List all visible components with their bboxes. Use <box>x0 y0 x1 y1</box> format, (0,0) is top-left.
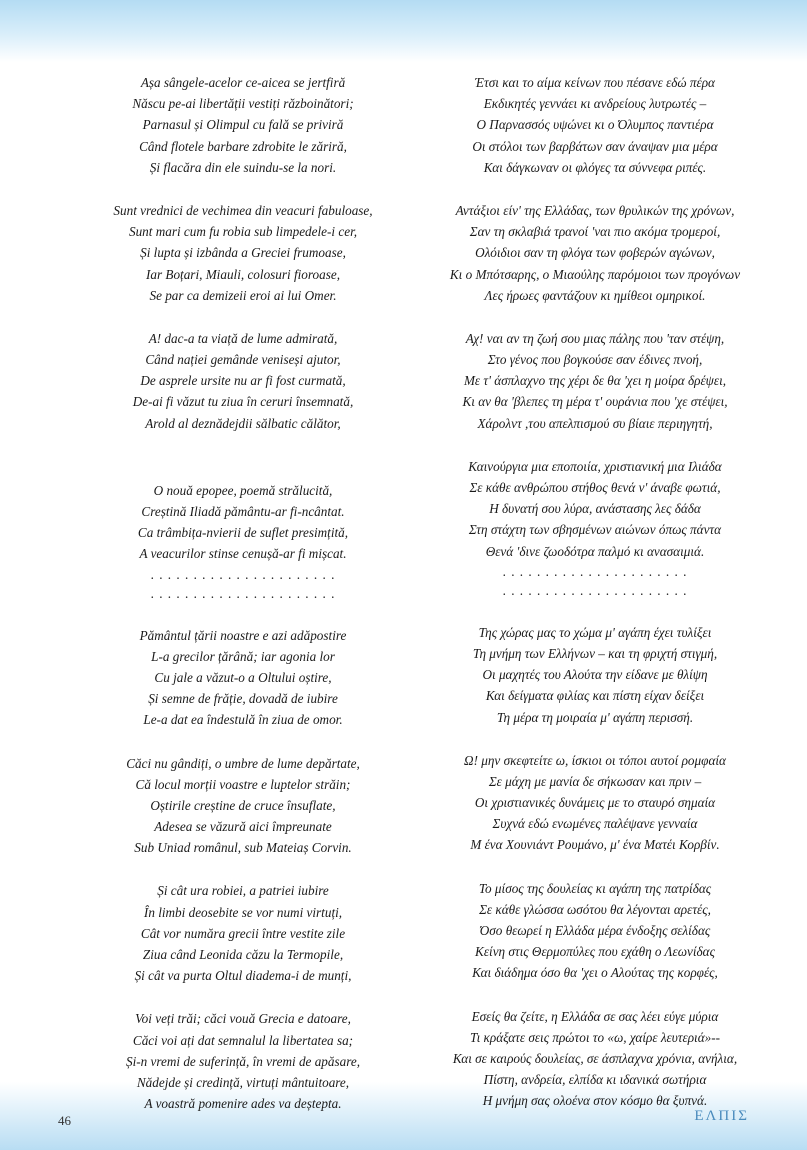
verse-line: Și flacăra din ele suindu-se la nori. <box>149 159 337 175</box>
verse-line: Le-a dat ea îndestulă în ziua de omor. <box>143 712 343 728</box>
verse-line: Και δείγματα φιλίας και πίστη είχαν δείξει <box>485 688 705 704</box>
verse-line: Εσείς θα ζείτε, η Ελλάδα σε σας λέει εύγε μύρια <box>471 1008 719 1024</box>
verse-line: Οι χριστιανικές δυνάμεις με το σταυρό σημαία <box>474 795 716 811</box>
stanza <box>58 1008 428 1114</box>
ellipsis-block <box>58 565 428 603</box>
ellipsis-line: . . . . . . . . . . . . . . . . . . . . . . <box>502 582 688 598</box>
stanza <box>410 72 780 178</box>
verse-line: Με τ' άσπλαχνο της χέρι δε θα 'χει η μοίρα δρέψει, <box>463 373 727 389</box>
stanza <box>58 753 428 859</box>
stanza <box>58 625 428 731</box>
verse-line: Arold al deznădejdii sălbatic călător, <box>145 415 341 431</box>
verse-line: Adesea se văzură aici împreunate <box>154 819 332 835</box>
verse-line: Και δάγκωναν οι φλόγες τα σύννεφα ριπές. <box>483 159 707 175</box>
verse-line: Când flotele barbare zdrobite le zăriră, <box>139 138 347 154</box>
verse-line: Κι αν θα 'βλεπες τη μέρα τ' ουράνια που 'χε στέψει, <box>462 394 728 410</box>
verse-line: Și cât ura robiei, a patriei iubire <box>157 883 329 899</box>
journal-title: ΕΛΠΙΣ <box>694 1108 749 1124</box>
verse-line: Căci voi ați dat semnalul la libertatea sa; <box>132 1032 354 1048</box>
verse-line: Τη μέρα τη μοιραία μ' αγάπη περισσή. <box>496 709 694 725</box>
verse-line: Το μίσος της δουλείας κι αγάπη της πατρίδας <box>478 880 712 896</box>
verse-line: Όσο θεωρεί η Ελλάδα μέρα ένδοξης σελίδας <box>479 923 711 938</box>
stanza <box>410 328 780 434</box>
verse-line: Și semne de frăție, dovadă de iubire <box>148 691 338 707</box>
verse-line: Τι κράξατε σεις πρώτοι το «ω, χαίρε λευτεριά»-- <box>469 1029 720 1045</box>
verse-line: O nouă epopee, poemă strălucită, <box>153 482 333 498</box>
romanian-poem-column <box>58 72 428 1136</box>
verse-line: Έτσι και το αίμα κείνων που πέσανε εδώ πέρα <box>475 75 715 90</box>
stanza-gap <box>58 456 428 480</box>
verse-line: Εκδικητές γεννάει κι ανδρείους λυτρωτές – <box>483 96 707 112</box>
verse-line: Η μνήμη σας ολοένα στον κόσμο θα ξυπνά. <box>482 1093 708 1109</box>
stanza <box>58 880 428 986</box>
verse-line: Σε κάθε ανθρώπου στήθος θενά ν' άναβε φωτιά, <box>469 480 721 495</box>
verse-line: Κι ο Μπότσαρης, ο Μιαούλης παρόμοιοι των προγόνων <box>449 266 741 282</box>
ellipsis-block <box>410 562 780 600</box>
verse-line: Și cât va purta Oltul diadema-i de munți, <box>134 968 352 984</box>
top-gradient-band <box>0 0 807 62</box>
verse-line: A voastră pomenire ades va deștepta. <box>144 1096 342 1112</box>
stanza <box>410 456 780 562</box>
stanza <box>58 72 428 178</box>
verse-line: A veacurilor stinse cenușă-ar fi mișcat. <box>139 546 347 562</box>
verse-line: Στο γένος που βογκούσε σαν έδινες πνοή, <box>487 352 703 368</box>
verse-line: Iar Boțari, Miauli, colosuri fioroase, <box>145 266 341 282</box>
verse-line: Nădejde și credință, virtuți mântuitoare, <box>136 1074 350 1090</box>
stanza <box>58 328 428 434</box>
verse-line: Καινούργια μια εποποιία, χριστιανική μια Ιλιάδα <box>468 458 722 474</box>
verse-line: L-a grecilor țărână; iar agonia lor <box>151 648 335 664</box>
verse-line: Parnasul și Olimpul cu falǎ se priviră <box>142 117 344 133</box>
verse-line: Așa sângele-acelor ce-aicea se jertfiră <box>140 75 346 90</box>
verse-line: Sunt vrednici de vechimea din veacuri fabuloase, <box>113 202 373 218</box>
verse-line: Σαν τη σκλαβιά τρανοί 'ναι πιο ακόμα τρομεροί, <box>469 224 721 240</box>
verse-line: Μ ένα Χουνιάντ Ρουμάνο, μ' ένα Ματέι Κορβίν. <box>470 837 720 853</box>
verse-line: Voi veți trăi; căci vouă Grecia e datoare, <box>135 1011 351 1027</box>
verse-line: Της χώρας μας το χώμα μ' αγάπη έχει τυλίξει <box>478 624 712 640</box>
verse-line: Ολόιδιοι σαν τη φλόγα των φοβερών αγώνων, <box>475 245 715 261</box>
verse-line: Θενά 'δινε ζωοδότρα παλμό κι ανασαιμιά. <box>485 543 705 559</box>
verse-line: Οι μαχητές του Αλούτα την είδανε με θλίψη <box>482 667 708 683</box>
verse-line: Sunt mari cum fu robia sub limpedele-i cer, <box>128 224 358 240</box>
verse-line: Cât vor număra grecii între vestite zile <box>140 925 346 941</box>
verse-line: Και σε καιρούς δουλείας, σε άσπλαχνα χρόνια, ανήλια, <box>452 1050 738 1066</box>
verse-line: Αντάξιοι είν' της Ελλάδας, των θρυλικών της χρόνων, <box>455 202 735 218</box>
verse-line: Κείνη στις Θερμοπύλες που εχάθη ο Λεωνίδας <box>475 944 715 960</box>
verse-line: De-ai fi văzut tu ziua în ceruri însemnată, <box>132 394 354 410</box>
verse-line: Sub Uniad românul, sub Mateiaș Corvin. <box>134 840 352 856</box>
verse-line: Αχ! ναι αν τη ζωή σου μιας πάλης που 'ταν στέψη, <box>465 330 725 346</box>
verse-line: Că locul morții voastre e luptelor străin; <box>135 776 351 792</box>
verse-line: Și-n vremi de suferință, în vremi de apăsare, <box>125 1053 361 1069</box>
verse-line: De asprele ursite nu ar fi fost curmată, <box>140 373 346 389</box>
verse-line: Ziua când Leonida căzu la Termopile, <box>142 947 344 962</box>
verse-line: Και διάδημα όσο θα 'χει ο Αλούτας της κορφές, <box>472 965 718 981</box>
verse-line: Născu pe-ai libertății vestiți războinători; <box>132 96 354 112</box>
ellipsis-line: . . . . . . . . . . . . . . . . . . . . . . <box>150 585 336 601</box>
verse-line: A! dac-a ta viață de lume admirată, <box>148 330 338 346</box>
verse-line: Πίστη, ανδρεία, ελπίδα κι ιδανικά σωτήρια <box>483 1072 707 1088</box>
greek-translation-column <box>410 72 780 1134</box>
verse-line: Η δυνατή σου λύρα, ανάστασης λες δάδα <box>489 501 701 517</box>
verse-line: Ο Παρνασσός υψώνει κι ο Όλυμπος παντιέρα <box>476 117 714 133</box>
verse-line: Συχνά εδώ ενωμένες παλέψανε γενναία <box>492 816 698 832</box>
verse-line: Τη μνήμη των Ελλήνων – και τη φριχτή στιγμή, <box>472 645 718 661</box>
ellipsis-line: . . . . . . . . . . . . . . . . . . . . . . <box>150 566 336 582</box>
verse-line: Când nației gemânde veniseși ajutor, <box>145 352 341 368</box>
page-number: 46 <box>58 1113 71 1128</box>
verse-line: Σε κάθε γλώσσα ωσότου θα λέγονται αρετές, <box>479 901 711 917</box>
verse-line: Ω! μην σκεφτείτε ω, ίσκιοι οι τόποι αυτοί ρομφαία <box>464 752 726 768</box>
verse-line: Creștină Iliadă pământu-ar fi-ncântat. <box>141 504 345 519</box>
stanza <box>410 200 780 306</box>
verse-line: Cu jale a văzut-o a Oltului oștire, <box>154 669 332 685</box>
verse-line: Στη στάχτη των σβησμένων αιώνων όπως πάντα <box>468 522 722 538</box>
verse-line: Pământul țării noastre e azi adăpostire <box>139 627 347 643</box>
verse-line: Căci nu gândiți, o umbre de lume depărtate, <box>126 755 360 771</box>
stanza <box>58 480 428 565</box>
verse-line: Χάρολντ ,του απελπισμού συ βίαιε περιηγητή, <box>477 415 713 431</box>
verse-line: Oștirile creștine de cruce însuflate, <box>150 797 336 813</box>
stanza <box>410 1006 780 1112</box>
stanza <box>410 878 780 984</box>
stanza <box>410 622 780 728</box>
stanza <box>58 200 428 306</box>
verse-line: Ca trâmbița-nvierii de suflet presimțită, <box>137 525 349 541</box>
verse-line: Și lupta și izbânda a Greciei frumoase, <box>140 245 346 261</box>
ellipsis-line: . . . . . . . . . . . . . . . . . . . . . . <box>502 563 688 579</box>
verse-line: Σε μάχη με μανία δε σήκωσαν και πριν – <box>488 773 702 789</box>
stanza <box>410 750 780 856</box>
verse-line: Se par ca demizeii eroi ai lui Omer. <box>149 287 337 303</box>
verse-line: În limbi deosebite se vor numi virtuți, <box>143 904 343 920</box>
verse-line: Λες ήρωες φαντάζουν κι ημίθεοι ομηρικοί. <box>484 287 706 303</box>
verse-line: Οι στόλοι των βαρβάτων σαν άναψαν μια μέρα <box>472 138 718 154</box>
